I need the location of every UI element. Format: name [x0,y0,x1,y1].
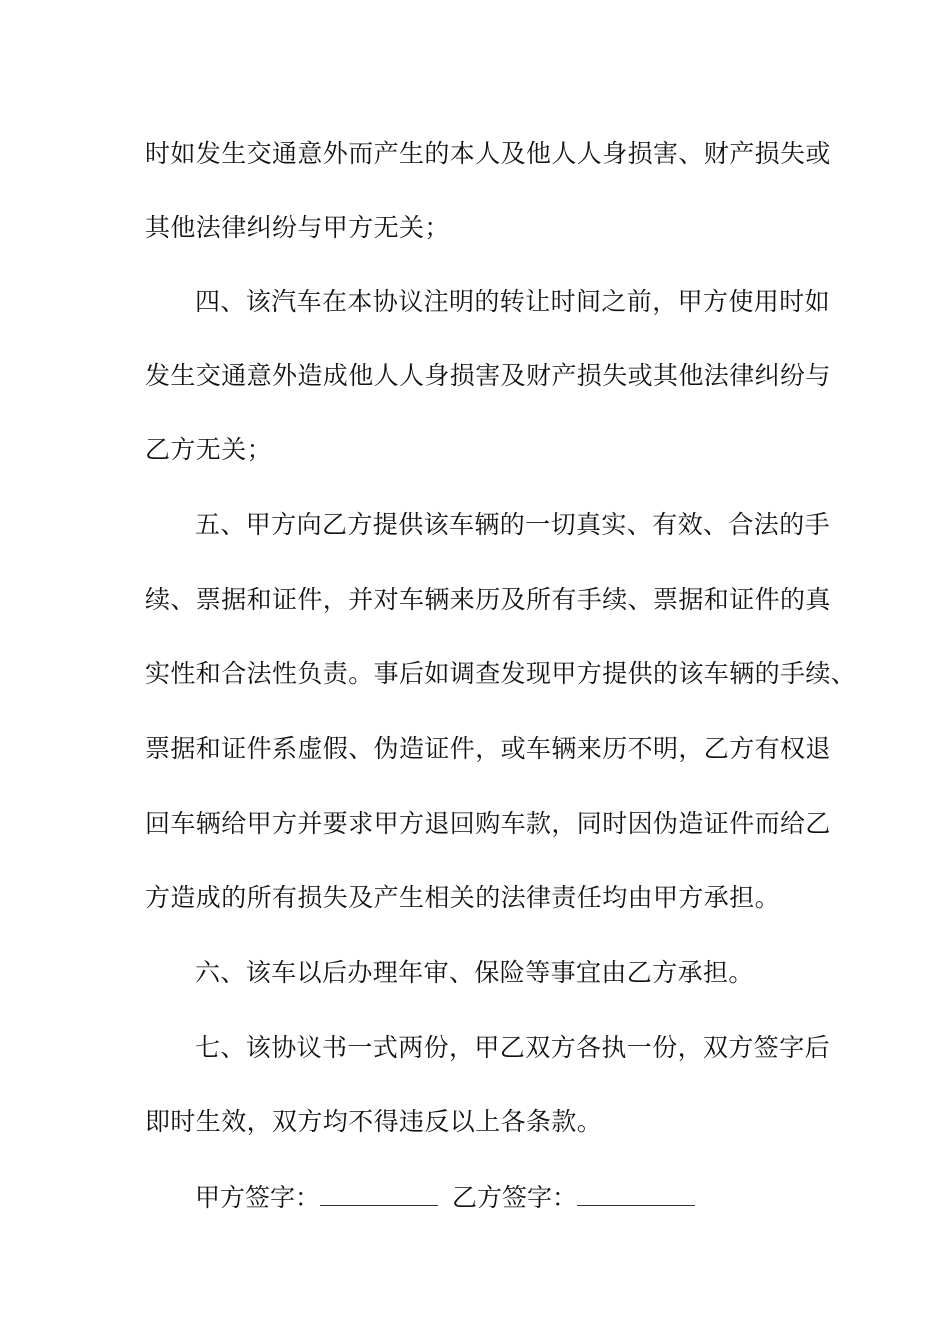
party-b-signature-blank[interactable] [577,1181,695,1206]
text-line: 乙方无关； [145,435,273,464]
text-line: 即时生效，双方均不得违反以上各条款。 [145,1107,603,1136]
text-line: 其他法律纠纷与甲方无关； [145,213,450,242]
text-line: 回车辆给甲方并要求甲方退回购车款，同时因伪造证件而给乙 [145,809,831,838]
text-line: 实性和合法性负责。事后如调查发现甲方提供的该车辆的手续、 [145,659,857,688]
clause-6-line: 六、该车以后办理年审、保险等事宜由乙方承担。 [195,958,754,987]
party-b-signature-label: 乙方签字： [452,1183,578,1212]
text-line: 票据和证件系虚假、伪造证件，或车辆来历不明，乙方有权退 [145,734,831,763]
signature-row [195,1181,709,1215]
clause-5-line: 五、甲方向乙方提供该车辆的一切真实、有效、合法的手 [195,510,831,539]
text-line: 时如发生交通意外而产生的本人及他人人身损害、财产损失或 [145,139,831,168]
text-line: 续、票据和证件，并对车辆来历及所有手续、票据和证件的真 [145,585,831,614]
text-line: 发生交通意外造成他人人身损害及财产损失或其他法律纠纷与 [145,361,831,390]
party-a-signature-blank[interactable] [320,1181,438,1206]
party-a-signature-label: 甲方签字： [195,1183,321,1212]
clause-7-line: 七、该协议书一式两份，甲乙双方各执一份，双方签字后 [195,1033,831,1062]
clause-4-line: 四、该汽车在本协议注明的转让时间之前，甲方使用时如 [195,287,831,316]
text-line: 方造成的所有损失及产生相关的法律责任均由甲方承担。 [145,883,781,912]
